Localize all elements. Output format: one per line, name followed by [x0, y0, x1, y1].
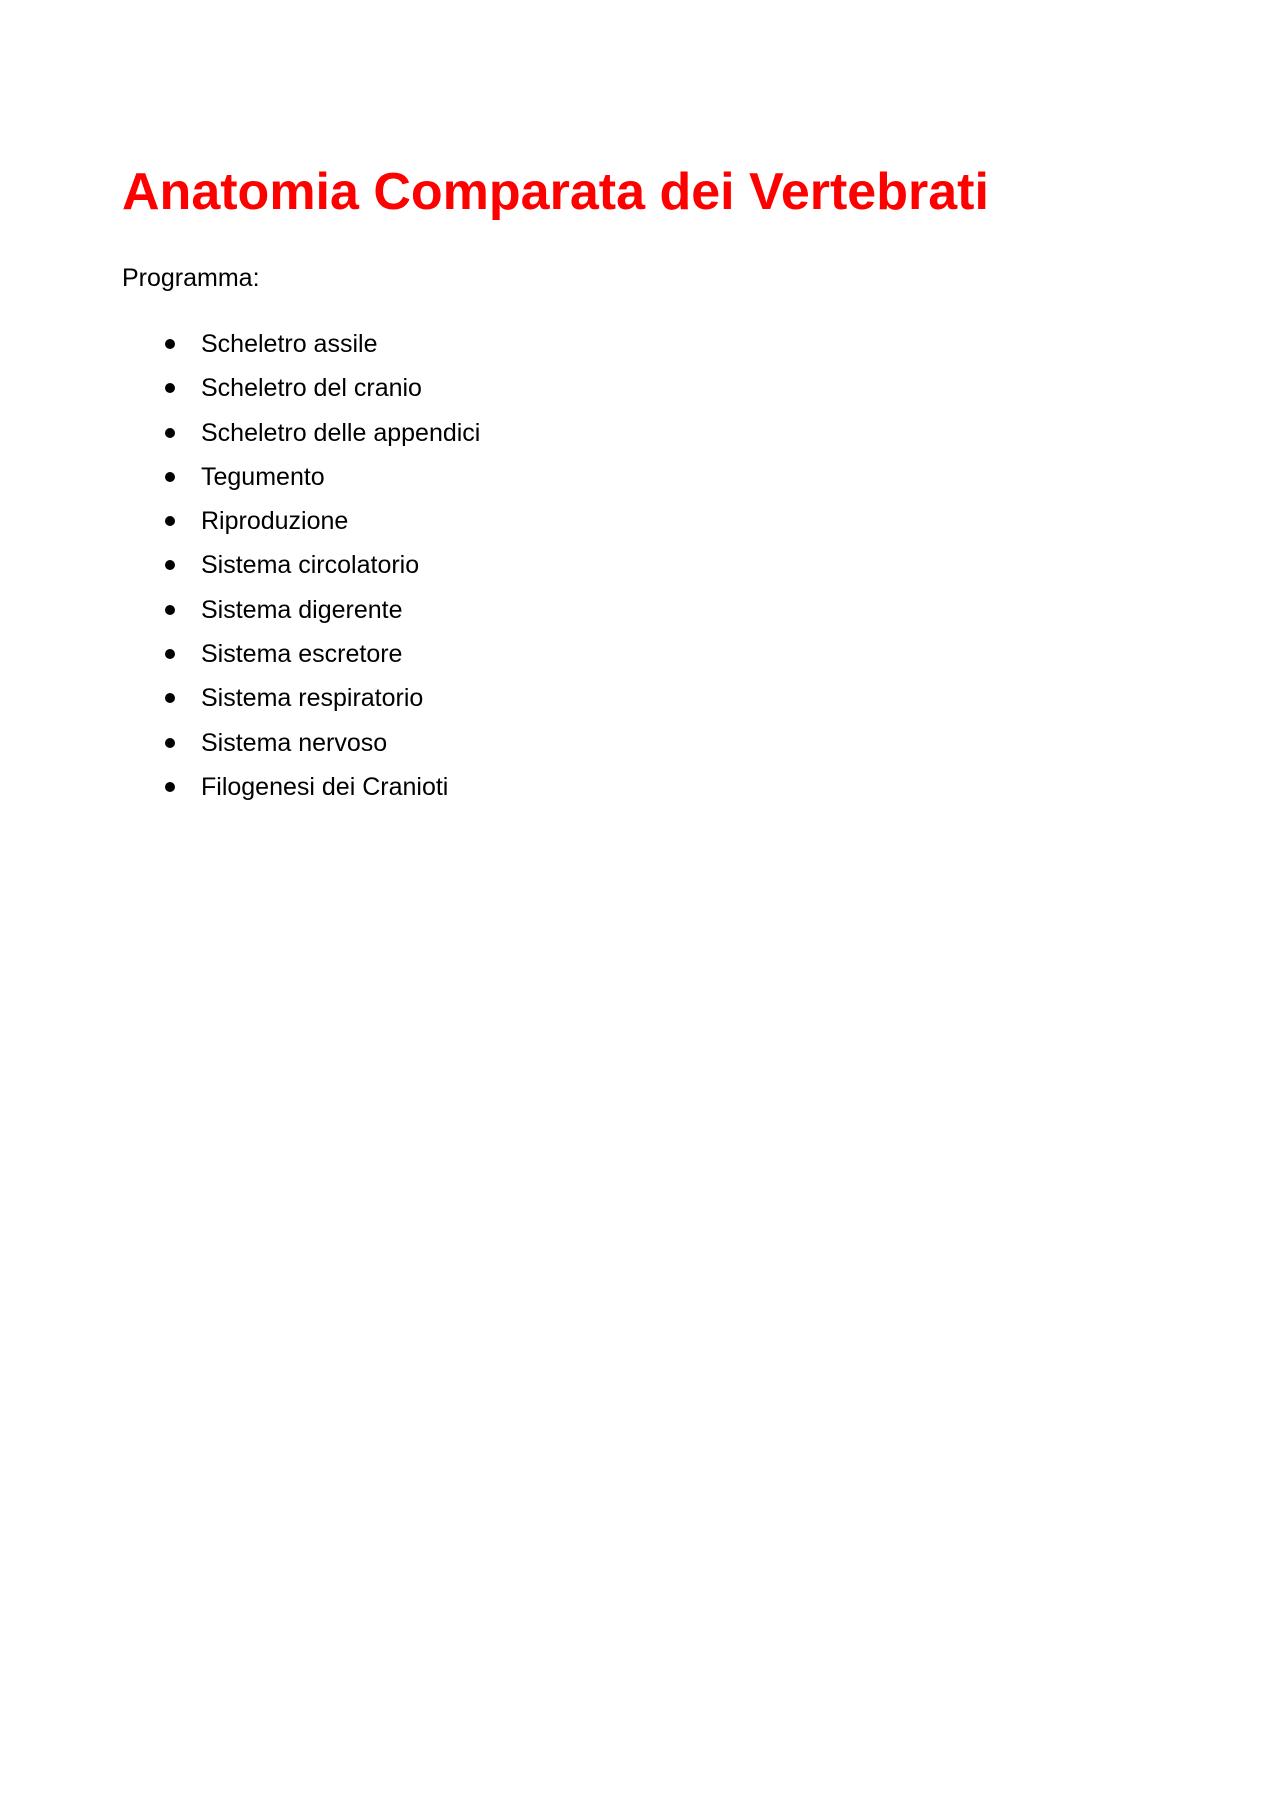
list-item-label: Tegumento: [201, 462, 325, 491]
list-item-label: Filogenesi dei Cranioti: [201, 772, 449, 801]
list-item-label: Sistema respiratorio: [201, 684, 424, 713]
list-item-label: Riproduzione: [201, 507, 349, 536]
list-item-label: Scheletro assile: [201, 330, 378, 358]
list-item-label: Scheletro del cranio: [201, 374, 422, 403]
bullet-icon: [165, 649, 175, 659]
program-heading: Programma:: [122, 264, 260, 292]
bullet-icon: [165, 693, 175, 703]
list-item-label: Scheletro delle appendici: [201, 418, 481, 447]
list-item-label: Sistema escretore: [201, 640, 403, 669]
bullet-icon: [165, 516, 175, 526]
document-title: Anatomia Comparata dei Vertebrati: [122, 163, 989, 221]
list-item-label: Sistema nervoso: [201, 728, 388, 757]
bullet-icon: [165, 428, 175, 438]
bullet-icon: [165, 383, 175, 393]
bullet-icon: [165, 472, 175, 482]
list-item-label: Sistema circolatorio: [201, 551, 420, 580]
bullet-icon: [165, 339, 175, 349]
bullet-icon: [165, 738, 175, 748]
list-item-label: Sistema digerente: [201, 595, 403, 624]
bullet-icon: [165, 560, 175, 570]
bullet-icon: [165, 782, 175, 792]
bullet-icon: [165, 605, 175, 615]
